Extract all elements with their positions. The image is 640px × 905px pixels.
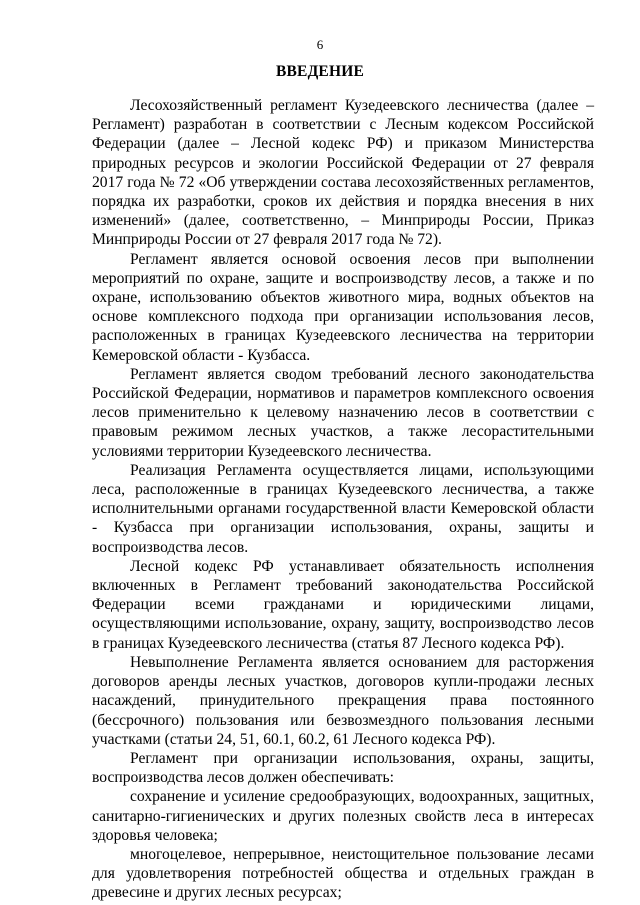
paragraph-regulation-basis: Лесохозяйственный регламент Кузедеевского лесничества (далее – Регламент) разработан в соответствии с Лесным кодексом Российской Федерации (далее – Лесной кодекс РФ) и приказом Министерства природных ресурсов и экологии Российской Федерации от 27 февраля 2017 года № 72 «Об утверждении состава лесохозяйственных регламентов, порядка их разработки, сроков их действия и порядка внесения в них изменений» (далее, соответственно, – Минприроды России, Приказ Минприроды России от 27 февраля 2017 года № 72). xyxy=(92,97,594,249)
list-item-multipurpose-use: многоцелевое, непрерывное, неистощительное пользование лесами для удовлетворения потребностей общества и отдельных граждан в древесине и других лесных ресурсах; xyxy=(92,845,594,902)
paragraph-forest-development: Регламент является основой освоения лесов при выполнении мероприятий по охране, защите и воспроизводству лесов, а также и по охране, использованию объектов животного мира, водных объектов на основе комплексного подхода при организации использования лесов, расположенных в границах Кузедеевского лесничества на территории Кемеровской области - Кузбасса. xyxy=(92,250,594,364)
section-title: ВВЕДЕНИЕ xyxy=(275,63,365,80)
paragraph-must-ensure: Регламент при организации использования, охраны, защиты, воспроизводства лесов должен обеспечивать: xyxy=(92,749,594,787)
paragraph-implementation: Реализация Регламента осуществляется лицами, использующими леса, расположенные в границах Кузедеевского лесничества, а также исполнительными органами государственной власти Кемеровской области - Кузбасса при организации использования, охраны, защиты и воспроизводства лесов. xyxy=(92,461,594,556)
paragraph-forest-code: Лесной кодекс РФ устанавливает обязательность исполнения включенных в Регламент требований законодательства Российской Федерации всеми гражданами и юридическими лицами, осуществляющими использование, охрану, защиту, воспроизводство лесов в границах Кузедеевского лесничества (статья 87 Лесного кодекса РФ). xyxy=(92,557,594,652)
page-number: 6 xyxy=(316,37,324,52)
document-body xyxy=(92,96,594,903)
list-item-preservation: сохранение и усиление средообразующих, водоохранных, защитных, санитарно-гигиенических и других полезных свойств леса в интересах здоровья человека; xyxy=(92,788,594,844)
paragraph-requirements: Регламент является сводом требований лесного законодательства Российской Федерации, нормативов и параметров комплексного освоения лесов применительно к целевому назначению лесов в соответствии с правовым режимом лесных участков, а также лесорастительными условиями территории Кузедеевского лесничества. xyxy=(92,365,594,460)
paragraph-non-compliance: Невыполнение Регламента является основанием для расторжения договоров аренды лесных участков, договоров купли-продажи лесных насаждений, принудительного прекращения права постоянного (бессрочного) пользования или безвозмездного пользования лесными участками (статьи 24, 51, 60.1, 60.2, 61 Лесного кодекса РФ). xyxy=(92,653,594,748)
